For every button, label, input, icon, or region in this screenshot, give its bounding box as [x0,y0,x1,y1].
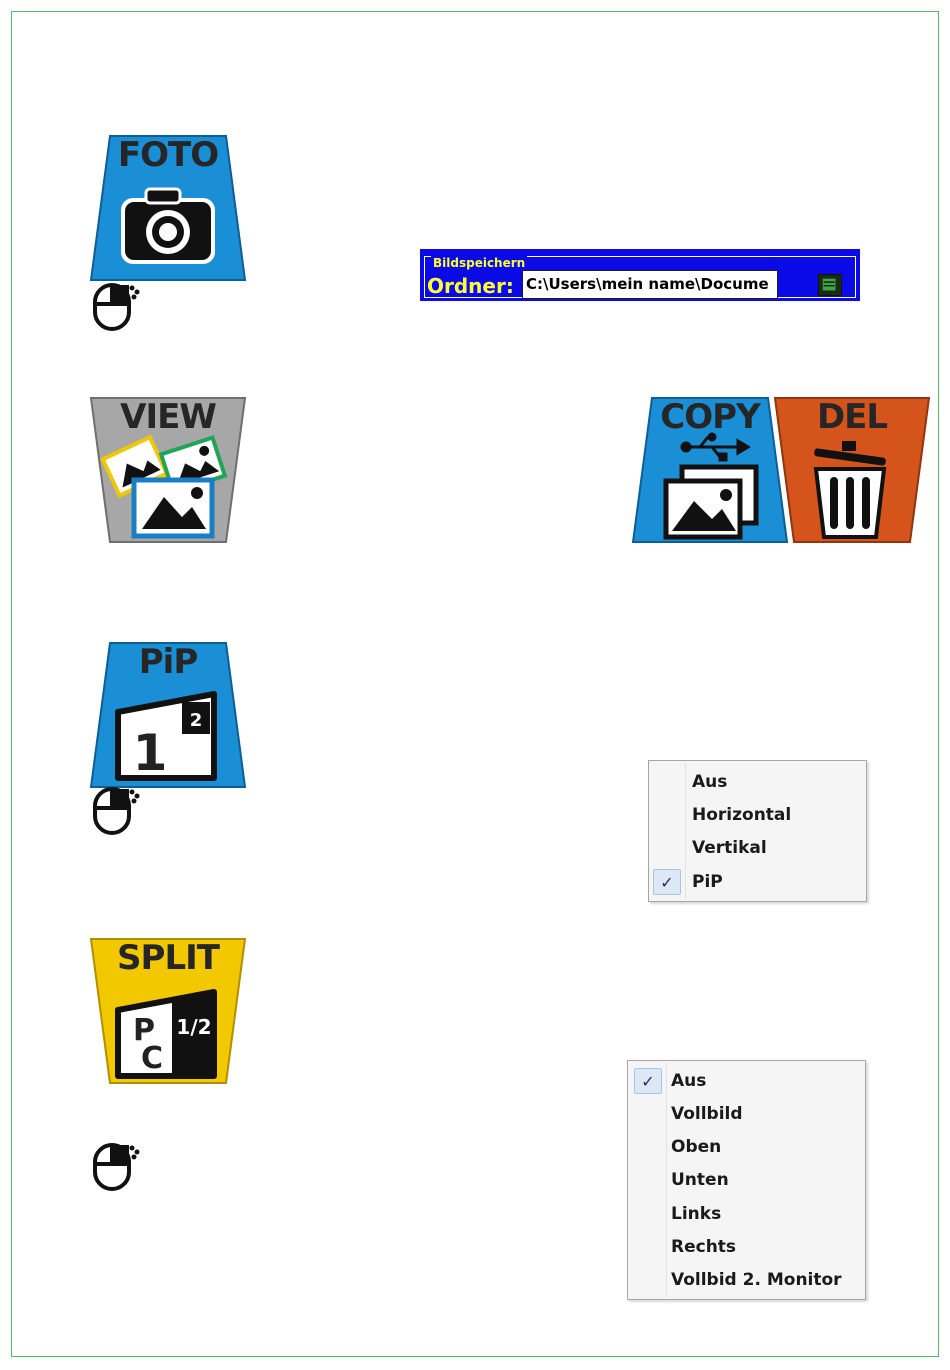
folder-path-field[interactable]: C:\Users\mein name\Docume [522,270,778,299]
check-icon [632,1234,660,1260]
menu-item-label: Aus [671,1071,707,1091]
mouse-right-click-icon [92,282,140,332]
foto-label: FOTO [117,135,219,175]
split-menu-item-unten[interactable] [628,1164,865,1197]
view-label: VIEW [120,397,216,437]
view-button[interactable] [88,395,248,545]
split-c-letter: C [140,1041,164,1076]
foto-button[interactable] [88,133,248,283]
check-icon: ✓ [653,869,681,895]
menu-item-label: PiP [692,872,723,892]
pip-menu-item-pip[interactable] [649,866,866,899]
folder-caption: Bildspeichern [433,256,526,270]
split-menu-item-vollbild[interactable] [628,1098,865,1131]
menu-item-label: Links [671,1204,722,1224]
image-stack-icon [666,467,756,537]
pip-button[interactable] [88,640,248,790]
pip-context-menu [648,760,867,902]
check-icon [653,835,681,861]
menu-item-label: Vollbid 2. Monitor [671,1270,842,1290]
split-label: SPLIT [117,938,219,978]
pip-small-digit: 2 [189,710,203,731]
folder-browse-icon [819,275,841,295]
menu-item-label: Unten [671,1170,729,1190]
menu-item-label: Aus [692,772,728,792]
split-menu-item-links[interactable] [628,1198,865,1231]
split-button[interactable] [88,936,248,1086]
pip-label: PiP [138,642,198,682]
delete-button[interactable] [772,395,932,545]
menu-item-label: Vertikal [692,838,767,858]
check-icon [653,769,681,795]
pip-menu-item-aus[interactable] [649,766,866,799]
check-icon [632,1134,660,1160]
split-fraction: 1/2 [176,1015,212,1039]
split-menu-item-oben[interactable] [628,1131,865,1164]
check-icon [632,1167,660,1193]
mouse-right-click-icon [92,786,140,836]
pip-menu-item-vertikal[interactable] [649,832,866,865]
check-icon [632,1201,660,1227]
menu-item-label: Horizontal [692,805,792,825]
menu-item-label: Vollbild [671,1104,743,1124]
pip-menu-item-horizontal[interactable] [649,799,866,832]
split-menu-item-aus[interactable] [628,1065,865,1098]
folder-label: Ordner: [427,274,514,298]
folder-browse-button[interactable] [818,274,842,296]
pip-big-digit: 1 [132,724,168,782]
split-menu-item-rechts[interactable] [628,1231,865,1264]
menu-item-label: Oben [671,1137,722,1157]
split-context-menu [627,1060,866,1300]
check-icon: ✓ [634,1068,662,1094]
mouse-right-click-icon [92,1142,140,1192]
split-p-letter: P [133,1013,155,1048]
folder-panel [420,249,860,301]
camera-icon [121,189,215,264]
split-menu-item-vollbild-2-monitor[interactable] [628,1264,865,1297]
menu-item-label: Rechts [671,1237,737,1257]
check-icon [632,1267,660,1293]
copy-label: COPY [660,397,760,437]
check-icon [632,1101,660,1127]
check-icon [653,802,681,828]
copy-button[interactable] [630,395,790,545]
del-label: DEL [816,397,888,437]
